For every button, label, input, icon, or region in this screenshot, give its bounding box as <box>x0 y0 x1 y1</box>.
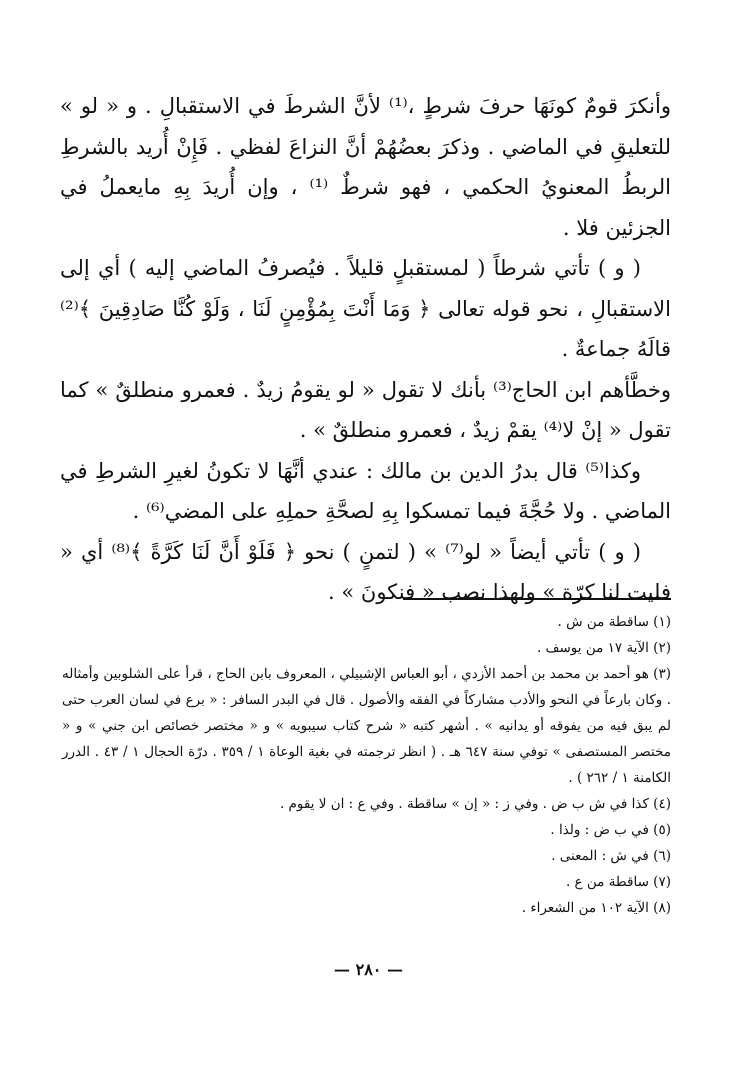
body-paragraph-3: وخطَّأهم ابن الحاج⁽³⁾ بأنك لا تقول « لو يقومُ زيدٌ . فعمرو منطلقٌ » كما تقول « إنْ لا⁽⁴⁾ يقمْ زيدٌ ، فعمرو منطلقٌ » . <box>60 377 671 442</box>
body-paragraph-4: وكذا⁽⁵⁾ قال بدرُ الدين بن مالك : عندي أنَّهَا لا تكونُ لغيرِ الشرطِ في الماضي . ولا حُجَّةَ فيما تمسكوا بِهِ لصحَّةِ حملِهِ على المضي⁽⁶⁾ . <box>60 458 671 523</box>
footnote-3: (٣) هو أحمد بن محمد بن أحمد الأزدي ، أبو العباس الإشبيلي ، المعروف بابن الحاج ، قرأ على الشلوبين وأمثاله . وكان بارعاً في النحو والأدب مشاركاً في الفقه والأصول . قال في البدر السافر : « برع في لسان العرب حتى لم يبق فيه من يفوقه أو يدانيه » . أشهر كتبه « شرح كتاب سيبويه » و « مختصر خصائص ابن جني » و « مختصر المستصفى » توفي سنة ٦٤٧ هـ . ( انظر ترجمته في بغية الوعاة ١ / ٣٥٩ . درّة الحجال ١ / ٤٣ . الدرر الكامنة ١ / ٢٦٢ ) . <box>62 666 671 786</box>
footnotes <box>62 609 671 921</box>
page-number: — ٢٨٠ — <box>334 960 403 979</box>
footnote-2: (٢) الآية ١٧ من يوسف . <box>536 640 671 656</box>
main-text <box>60 86 671 613</box>
body-paragraph-5: ( و ) تأتي أيضاً « لو⁽⁷⁾ » ( لتمنٍ ) نحو ﴿ فَلَوْ أَنَّ لَنَا كَرَّةً ﴾⁽⁸⁾ أي « فليت لنا كرّة » ولهذا نصب « فنكونَ » . <box>60 539 671 604</box>
footnote-1: (١) ساقطة من ش . <box>557 614 671 630</box>
footnote-5: (٥) في ب ض : ولذا . <box>550 822 671 838</box>
footnote-6: (٦) في ش : المعنى . <box>551 848 671 864</box>
body-paragraph-1: وأنكرَ قومٌ كونَهَا حرفَ شرطٍ ،⁽¹⁾ لأنَّ الشرطَ في الاستقبالِ . و « لو » للتعليقِ في الماضي . وذكرَ بعضُهُمْ أنَّ النزاعَ لفظي . فَإِنْ أُريد بالشرطِ الربطُ المعنويُ الحكمي ، فهو شرطٌ ⁽¹⁾ ، وإن أُريدَ بِهِ مايعملُ في الجزئين فلا . <box>60 94 671 240</box>
footnote-7: (٧) ساقطة من ع . <box>565 874 671 890</box>
footnote-8: (٨) الآية ١٠٢ من الشعراء . <box>521 900 671 916</box>
footnote-divider <box>403 598 671 600</box>
body-paragraph-2: ( و ) تأتي شرطاً ( لمستقبلٍ قليلاً . فيُصرفُ الماضي إليه ) أي إلى الاستقبالِ ، نحو قوله تعالى ﴿ وَمَا أَنْتَ بِمُؤْمِنٍ لَنَا ، وَلَوْ كُنَّا صَادِقِينَ ﴾⁽²⁾ قالَهُ جماعةٌ . <box>60 256 671 361</box>
footnote-4: (٤) كذا في ش ب ض . وفي ز : « إن » ساقطة . وفي ع : ان لا يقوم . <box>279 796 671 812</box>
